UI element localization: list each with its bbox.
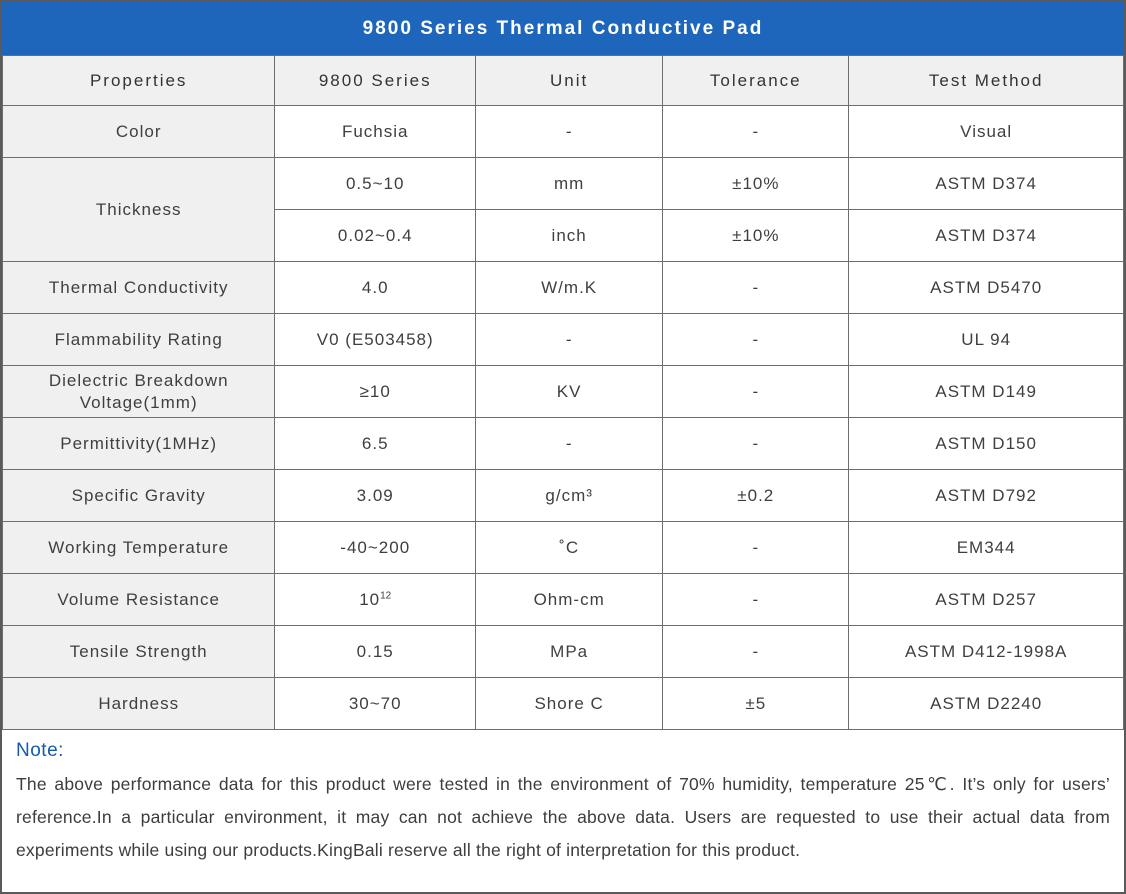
value-superscript: 12	[380, 589, 392, 601]
table-row	[3, 314, 1124, 366]
value-cell: -40~200	[275, 522, 476, 574]
value-cell: 6.5	[275, 418, 476, 470]
page-title: 9800 Series Thermal Conductive Pad	[2, 2, 1124, 55]
tolerance-cell: -	[663, 262, 849, 314]
table-header-row	[3, 56, 1124, 106]
tolerance-cell: -	[663, 366, 849, 418]
value-cell: 0.5~10	[275, 158, 476, 210]
value-cell: Fuchsia	[275, 106, 476, 158]
method-cell: UL 94	[849, 314, 1124, 366]
table-row	[3, 418, 1124, 470]
tolerance-cell: -	[663, 574, 849, 626]
note-body: The above performance data for this product were tested in the environment of 70% humidity, temperature 25℃. It’s only for users’ reference.In a particular environment, it may can not achieve the above data. Users are requested to use their actual data from experiments while using our products.KingBali reserve all the right of interpretation for this product.	[16, 774, 1110, 860]
table-row	[3, 522, 1124, 574]
value-cell: V0 (E503458)	[275, 314, 476, 366]
unit-cell: -	[476, 418, 663, 470]
unit-cell: ˚C	[476, 522, 663, 574]
tolerance-cell: ±10%	[663, 158, 849, 210]
property-cell: Working Temperature	[3, 522, 275, 574]
value-base: 10	[359, 589, 381, 609]
value-cell: 30~70	[275, 678, 476, 730]
property-cell: Specific Gravity	[3, 470, 275, 522]
spec-table	[2, 55, 1124, 730]
method-cell: ASTM D2240	[849, 678, 1124, 730]
method-cell: ASTM D412-1998A	[849, 626, 1124, 678]
value-cell: 3.09	[275, 470, 476, 522]
unit-cell: inch	[476, 210, 663, 262]
unit-cell: -	[476, 106, 663, 158]
unit-cell: MPa	[476, 626, 663, 678]
column-header-tolerance: Tolerance	[663, 56, 849, 106]
method-cell: ASTM D257	[849, 574, 1124, 626]
column-header-test-method: Test Method	[849, 56, 1124, 106]
table-row	[3, 366, 1124, 418]
table-row	[3, 626, 1124, 678]
table-row	[3, 678, 1124, 730]
table-row	[3, 158, 1124, 210]
column-header-unit: Unit	[476, 56, 663, 106]
tolerance-cell: -	[663, 626, 849, 678]
tolerance-cell: -	[663, 522, 849, 574]
tolerance-cell: -	[663, 314, 849, 366]
method-cell: ASTM D374	[849, 210, 1124, 262]
unit-cell: Shore C	[476, 678, 663, 730]
unit-cell: mm	[476, 158, 663, 210]
unit-cell: W/m.K	[476, 262, 663, 314]
value-cell: 0.15	[275, 626, 476, 678]
value-cell: 0.02~0.4	[275, 210, 476, 262]
note-section	[2, 730, 1124, 892]
property-cell: Volume Resistance	[3, 574, 275, 626]
table-row	[3, 470, 1124, 522]
property-cell: Thermal Conductivity	[3, 262, 275, 314]
property-cell: Tensile Strength	[3, 626, 275, 678]
tolerance-cell: ±5	[663, 678, 849, 730]
note-heading: Note:	[16, 740, 64, 761]
tolerance-cell: -	[663, 106, 849, 158]
method-cell: ASTM D792	[849, 470, 1124, 522]
value-cell: ≥10	[275, 366, 476, 418]
table-row	[3, 262, 1124, 314]
unit-cell: KV	[476, 366, 663, 418]
tolerance-cell: ±10%	[663, 210, 849, 262]
property-cell: Dielectric Breakdown Voltage(1mm)	[3, 366, 275, 418]
method-cell: Visual	[849, 106, 1124, 158]
column-header-series: 9800 Series	[275, 56, 476, 106]
tolerance-cell: ±0.2	[663, 470, 849, 522]
property-cell: Thickness	[3, 158, 275, 262]
unit-cell: -	[476, 314, 663, 366]
method-cell: ASTM D150	[849, 418, 1124, 470]
property-cell: Color	[3, 106, 275, 158]
property-cell: Permittivity(1MHz)	[3, 418, 275, 470]
column-header-properties: Properties	[3, 56, 275, 106]
method-cell: ASTM D149	[849, 366, 1124, 418]
property-cell: Flammability Rating	[3, 314, 275, 366]
method-cell: EM344	[849, 522, 1124, 574]
table-row	[3, 106, 1124, 158]
table-row	[3, 574, 1124, 626]
tolerance-cell: -	[663, 418, 849, 470]
unit-cell: Ohm-cm	[476, 574, 663, 626]
value-cell: 4.0	[275, 262, 476, 314]
method-cell: ASTM D374	[849, 158, 1124, 210]
method-cell: ASTM D5470	[849, 262, 1124, 314]
property-cell: Hardness	[3, 678, 275, 730]
value-cell	[275, 574, 476, 626]
unit-cell: g/cm³	[476, 470, 663, 522]
